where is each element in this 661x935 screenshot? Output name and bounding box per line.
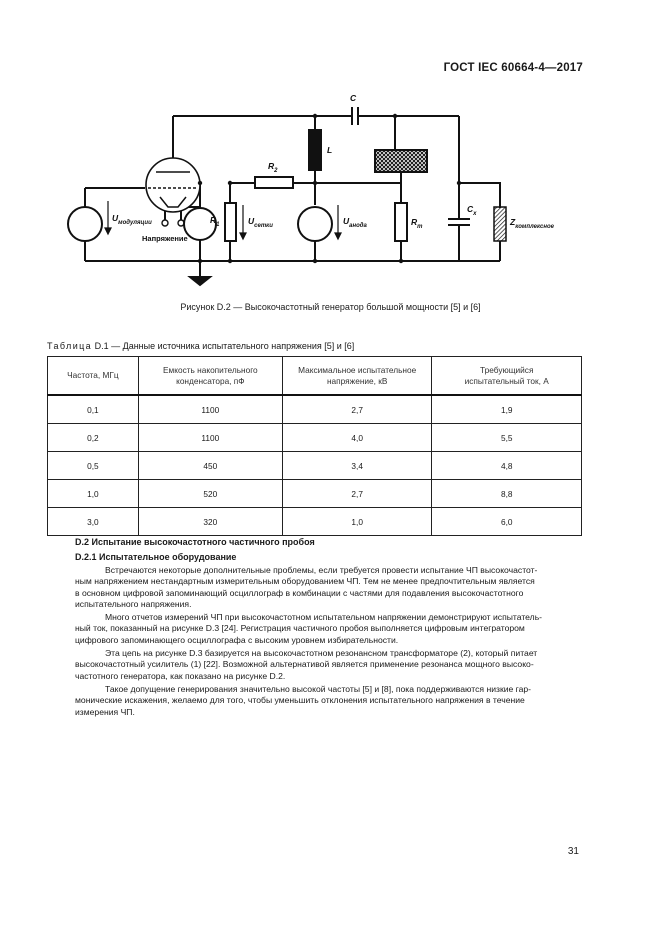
table-row xyxy=(48,424,582,452)
table-row xyxy=(48,395,582,424)
capacitor-cx xyxy=(448,219,470,225)
resistor-rm xyxy=(395,203,407,241)
ground-icon xyxy=(190,270,210,285)
table-row xyxy=(48,452,582,480)
figure-caption: Рисунок D.2 — Высокочастотный генератор большой мощности [5] и [6] xyxy=(180,302,481,312)
column-header: Требующийся испытательный ток, А xyxy=(432,357,582,396)
table-cell: 4,0 xyxy=(282,424,432,452)
section-heading: D.2 Испытание высокочастотного частичного пробоя xyxy=(75,537,315,547)
paragraph: Эта цепь на рисунке D.3 базируется на высокочастотном резонансном трансформаторе (2), который питает высокочастотный усилитель (1) [22]. Возможной альтернативой является применение резонанса мощного высоко- частотного генератора, как показано на рисунке D.2. xyxy=(75,648,538,681)
inductor-l xyxy=(309,130,321,170)
table-cell: 3,4 xyxy=(282,452,432,480)
label-rm: $R_m$ xyxy=(411,217,423,230)
column-header: Емкость накопительного конденсатора, пФ xyxy=(138,357,282,396)
table-cell: 8,8 xyxy=(432,480,582,508)
table-cell: 1100 xyxy=(138,395,282,424)
table-cell: 320 xyxy=(138,508,282,536)
vacuum-tube xyxy=(146,158,200,212)
column-header: Максимальное испытательное напряжение, кВ xyxy=(282,357,432,396)
table-cell: 450 xyxy=(138,452,282,480)
paragraph: Такое допущение генерирования значительно высокой частоты [5] и [8], пока поддерживаются низкие гар- монические искажения, желаемо для того, чтобы уменьшить отклонения испытательного напряжения в течение измерения ЧП. xyxy=(75,684,532,717)
resistor-r2 xyxy=(255,177,293,188)
table-cell: 0,5 xyxy=(48,452,139,480)
label-cx: $C_x$ xyxy=(467,204,477,217)
table-cell: 5,5 xyxy=(432,424,582,452)
label-u-grid: $U_{сетки}$ xyxy=(248,216,273,229)
column-header: Частота, МГц xyxy=(48,357,139,396)
source-data-table xyxy=(47,356,582,536)
source-modulation xyxy=(68,207,102,241)
circuit-diagram xyxy=(50,85,610,295)
table-title: Таблица D.1 — Данные источника испытательного напряжения [5] и [6] xyxy=(47,341,355,351)
resistor-r1 xyxy=(225,203,236,241)
label-l: L xyxy=(327,145,333,155)
impedance-z xyxy=(494,207,506,241)
label-c: C xyxy=(350,93,357,103)
label-z: $Z_{комплексное}$ xyxy=(510,217,555,230)
table-cell: 0,1 xyxy=(48,395,139,424)
table-cell: 4,8 xyxy=(432,452,582,480)
table-cell: 2,7 xyxy=(282,395,432,424)
label-u-mod: $U_{модуляции}$ xyxy=(112,213,152,226)
table-cell: 2,7 xyxy=(282,480,432,508)
table-cell: 1,0 xyxy=(48,480,139,508)
page-number: 31 xyxy=(567,846,579,857)
table-cell: 3,0 xyxy=(48,508,139,536)
capacitor-c xyxy=(352,107,358,125)
table-cell: 0,2 xyxy=(48,424,139,452)
table-row xyxy=(48,480,582,508)
hatched-box xyxy=(375,150,427,172)
table-cell: 1,0 xyxy=(282,508,432,536)
label-r1: $R_1$ xyxy=(210,215,220,228)
table-cell: 1100 xyxy=(138,424,282,452)
table-cell: 1,9 xyxy=(432,395,582,424)
source-anode xyxy=(298,207,332,241)
label-r2: $R_2$ xyxy=(268,161,278,174)
table-cell: 520 xyxy=(138,480,282,508)
table-header-row xyxy=(48,357,582,396)
table-row xyxy=(48,508,582,536)
label-heater: Напряжение xyxy=(142,234,188,243)
paragraph: Много отчетов измерений ЧП при высокочастотном испытательном напряжении демонстрируют испытатель- ный ток, показанный на рисунке D.3 [24]. Регистрация частичного пробоя выполняется цифровым интегратором цифрового запоминающего осциллографа с высоким уровнем избирательности. xyxy=(75,612,543,645)
paragraph: Встречаются некоторые дополнительные проблемы, если требуется провести испытание ЧП высокочастот- ным напряжением нестандартным измерительным оборудованием ЧП. Тем не менее предпочтительным является в основном цифровой запоминающий осциллограф в комбинации с частями для подавления высокочастотного испытательного напряжения. xyxy=(75,565,538,610)
document-header: ГОСТ IEC 60664-4—2017 xyxy=(443,62,583,74)
table-cell: 6,0 xyxy=(432,508,582,536)
subsection-heading: D.2.1 Испытательное оборудование xyxy=(75,552,237,562)
label-u-anode: $U_{анода}$ xyxy=(343,216,367,229)
